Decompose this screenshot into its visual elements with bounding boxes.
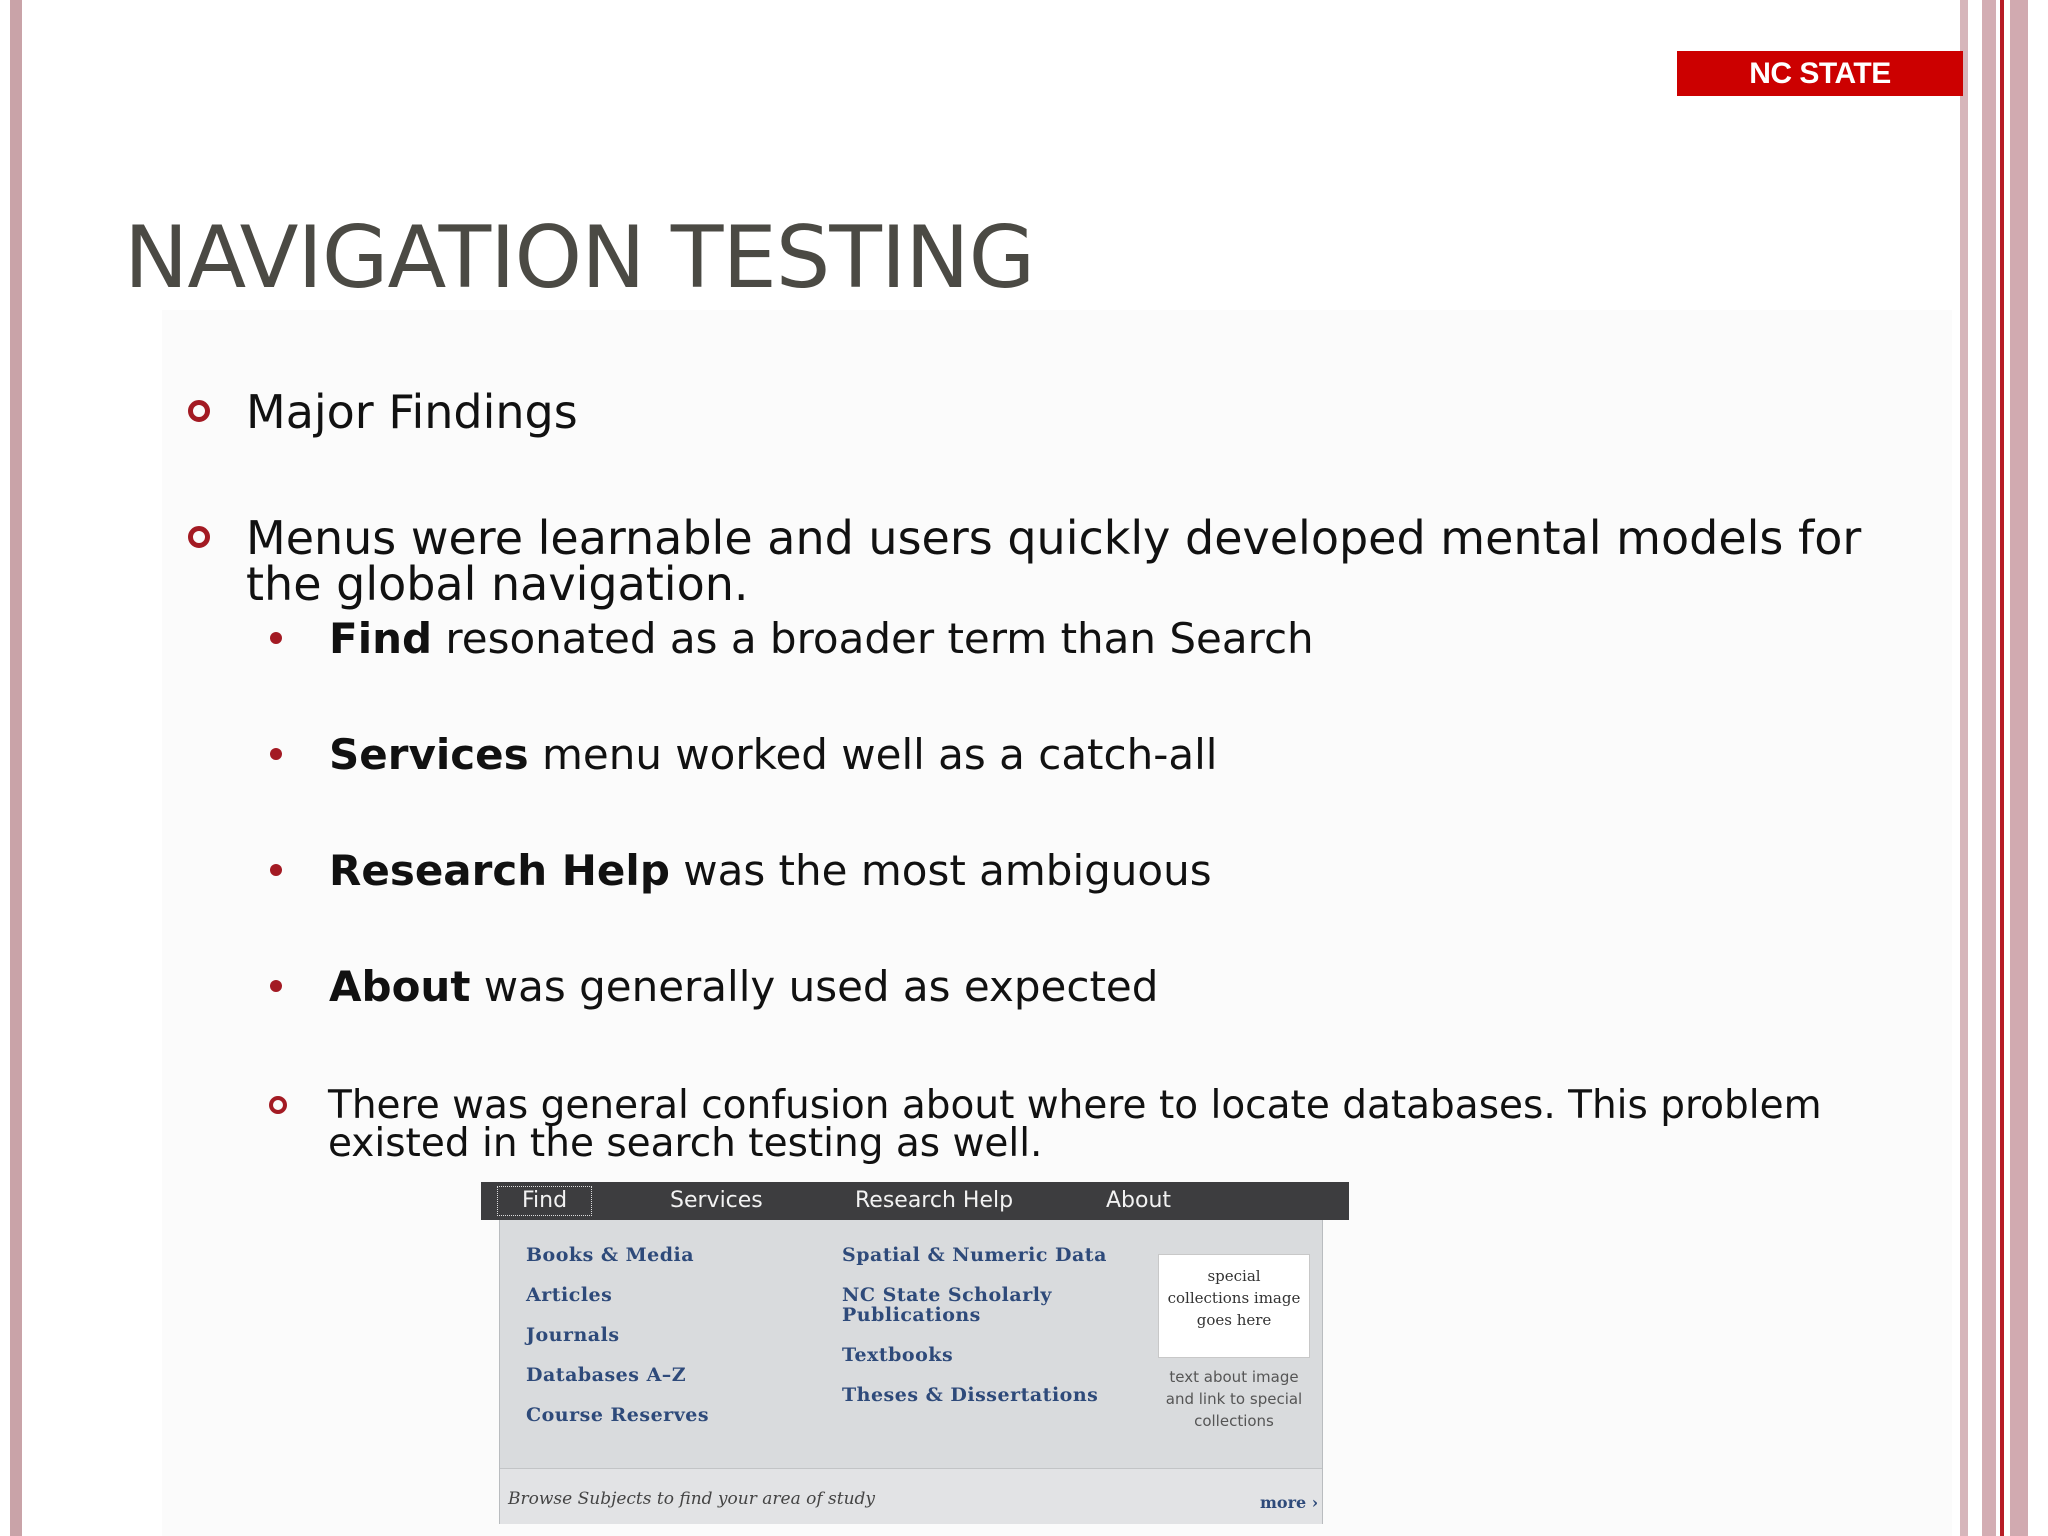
menu-link-scholarly-line2[interactable]: Publications (842, 1304, 981, 1326)
bullet-menus-line1: Menus were learnable and users quickly developed mental models for (246, 511, 1862, 565)
right-decorative-stripe (1982, 0, 1996, 1536)
sub-bullet-find: Find resonated as a broader term than Search (329, 614, 1314, 663)
dot-bullet-icon (270, 864, 282, 876)
nc-state-logo: NC STATE UNIVERSITY (1677, 51, 1963, 96)
navigation-menu-screenshot (481, 1182, 1349, 1524)
term-about: About (329, 962, 471, 1011)
confusion-line1: There was general confusion about where to locate databases. This problem (328, 1083, 1822, 1128)
ring-bullet-icon (188, 526, 210, 548)
dot-bullet-icon (270, 980, 282, 992)
menu-link-scholarly-line1[interactable]: NC State Scholarly (842, 1284, 1052, 1306)
sub-bullet-research-help: Research Help was the most ambiguous (329, 846, 1212, 895)
ring-bullet-icon (188, 400, 210, 422)
more-link[interactable]: more › (1260, 1493, 1319, 1512)
special-collections-image-placeholder: special collections image goes here (1158, 1254, 1310, 1358)
term-services: Services (329, 730, 529, 779)
tab-about[interactable]: About (1106, 1188, 1172, 1213)
tab-research-help[interactable]: Research Help (855, 1188, 1014, 1213)
menu-link-books-media[interactable]: Books & Media (526, 1244, 695, 1266)
sub-bullet-about: About was generally used as expected (329, 962, 1159, 1011)
right-decorative-stripe (2010, 0, 2028, 1536)
bullet-menus-line2: the global navigation. (246, 557, 749, 611)
menu-link-articles[interactable]: Articles (526, 1284, 613, 1306)
browse-subjects-link[interactable]: Browse Subjects to find your area of study (508, 1489, 876, 1509)
find-dropdown-menu (499, 1220, 1323, 1524)
ring-bullet-icon (269, 1096, 287, 1114)
menu-link-journals[interactable]: Journals (526, 1324, 620, 1346)
term-research-help: Research Help (329, 846, 670, 895)
right-decorative-stripe (2030, 0, 2048, 1536)
confusion-line2: existed in the search testing as well. (328, 1121, 1043, 1166)
menu-link-spatial-numeric[interactable]: Spatial & Numeric Data (842, 1244, 1107, 1266)
menu-link-databases[interactable]: Databases A–Z (526, 1364, 687, 1386)
dot-bullet-icon (270, 632, 282, 644)
menu-link-course-reserves[interactable]: Course Reserves (526, 1404, 710, 1426)
term-find: Find (329, 614, 433, 663)
right-decorative-stripe (2000, 0, 2004, 1536)
bullet-major-findings: Major Findings (246, 385, 578, 439)
left-decorative-stripe (10, 0, 22, 1536)
right-decorative-stripe (1960, 0, 1968, 1536)
dot-bullet-icon (270, 748, 282, 760)
tab-find[interactable]: Find (497, 1186, 592, 1216)
global-nav-bar (481, 1182, 1349, 1220)
browse-subjects-bar (500, 1468, 1322, 1524)
slide-title: NAVIGATION TESTING (124, 208, 1035, 308)
menu-link-textbooks[interactable]: Textbooks (842, 1344, 954, 1366)
tab-services[interactable]: Services (670, 1188, 763, 1213)
sub-bullet-services: Services menu worked well as a catch-all (329, 730, 1218, 779)
menu-link-theses[interactable]: Theses & Dissertations (842, 1384, 1099, 1406)
special-collections-caption[interactable]: text about image and link to special collections (1165, 1368, 1303, 1430)
right-decorative-stripe (1974, 0, 1978, 1536)
